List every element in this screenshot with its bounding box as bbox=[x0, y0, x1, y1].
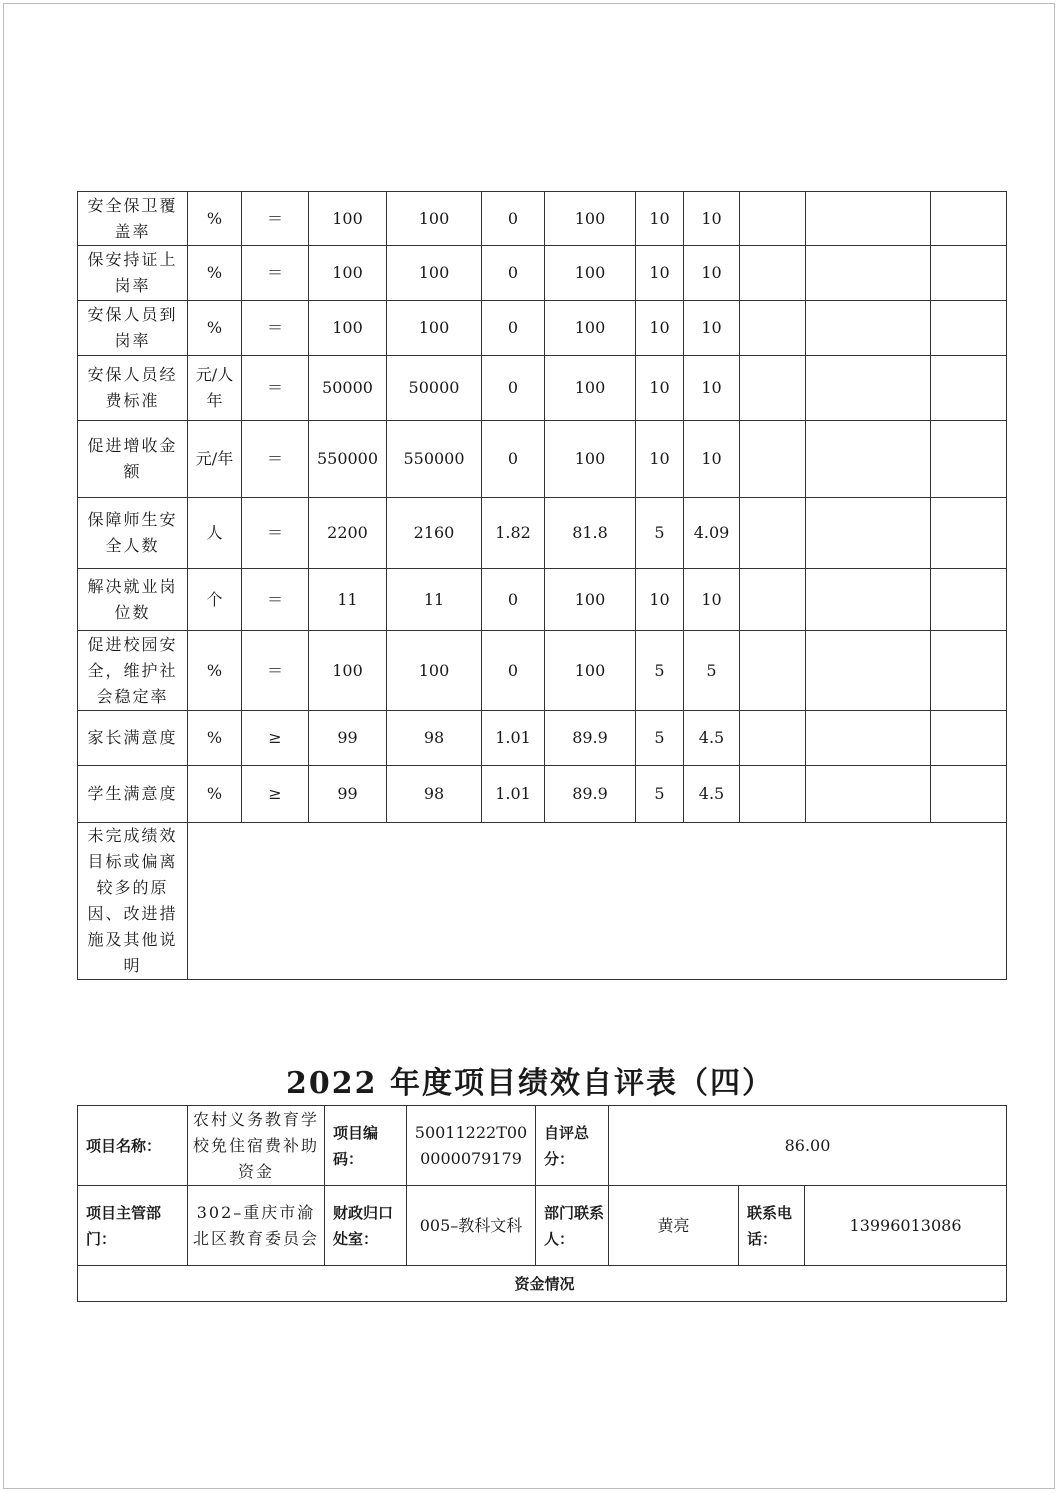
indicator-score: 10 bbox=[684, 301, 740, 356]
table-row bbox=[78, 766, 1007, 823]
finance-office-value: 005–教科文科 bbox=[407, 1186, 536, 1266]
indicator-target: 100 bbox=[309, 631, 387, 711]
indicator-rate: 100 bbox=[545, 569, 636, 631]
project-code-label: 项目编码： bbox=[325, 1106, 407, 1186]
indicator-target: 99 bbox=[309, 711, 387, 766]
indicator-score: 5 bbox=[684, 631, 740, 711]
indicator-weight: 10 bbox=[636, 569, 684, 631]
indicator-name: 安保人员到岗率 bbox=[78, 301, 188, 356]
indicator-empty-cell bbox=[740, 631, 806, 711]
total-score-value: 86.00 bbox=[609, 1106, 1007, 1186]
table-row bbox=[78, 246, 1007, 301]
indicator-weight: 10 bbox=[636, 301, 684, 356]
finance-office-label: 财政归口处室： bbox=[325, 1186, 407, 1266]
project-row-1 bbox=[78, 1106, 1007, 1186]
dept-label: 项目主管部门： bbox=[78, 1186, 188, 1266]
indicator-empty-cell bbox=[931, 421, 1007, 498]
indicator-op: ＝ bbox=[242, 246, 309, 301]
indicator-op: ＝ bbox=[242, 192, 309, 246]
indicator-target: 550000 bbox=[309, 421, 387, 498]
indicator-empty-cell bbox=[931, 569, 1007, 631]
indicator-actual: 100 bbox=[387, 631, 482, 711]
indicator-empty-cell bbox=[806, 498, 931, 569]
project-row-2 bbox=[78, 1186, 1007, 1266]
indicator-score: 10 bbox=[684, 421, 740, 498]
total-score-label: 自评总分： bbox=[536, 1106, 609, 1186]
indicator-op: ≥ bbox=[242, 766, 309, 823]
project-name-label: 项目名称： bbox=[78, 1106, 188, 1186]
project-info-table bbox=[77, 1105, 1007, 1302]
indicator-weight: 5 bbox=[636, 498, 684, 569]
indicator-op: ＝ bbox=[242, 569, 309, 631]
indicator-dev: 0 bbox=[482, 421, 545, 498]
indicator-target: 50000 bbox=[309, 356, 387, 421]
indicator-weight: 10 bbox=[636, 192, 684, 246]
indicator-rate: 81.8 bbox=[545, 498, 636, 569]
indicator-dev: 0 bbox=[482, 301, 545, 356]
indicator-actual: 50000 bbox=[387, 356, 482, 421]
indicator-empty-cell bbox=[806, 192, 931, 246]
indicator-name: 解决就业岗位数 bbox=[78, 569, 188, 631]
indicator-empty-cell bbox=[740, 498, 806, 569]
indicator-empty-cell bbox=[740, 421, 806, 498]
funds-heading: 资金情况 bbox=[78, 1266, 1007, 1302]
table-row bbox=[78, 356, 1007, 421]
indicator-unit: 人 bbox=[188, 498, 242, 569]
project-code-value: 50011222T000000079179 bbox=[407, 1106, 536, 1186]
indicator-rate: 89.9 bbox=[545, 766, 636, 823]
indicator-target: 100 bbox=[309, 301, 387, 356]
indicator-empty-cell bbox=[806, 421, 931, 498]
table-row bbox=[78, 569, 1007, 631]
indicator-actual: 100 bbox=[387, 192, 482, 246]
table-row bbox=[78, 631, 1007, 711]
indicator-actual: 100 bbox=[387, 301, 482, 356]
indicator-rate: 100 bbox=[545, 356, 636, 421]
indicator-unit: % bbox=[188, 246, 242, 301]
indicator-unit: % bbox=[188, 631, 242, 711]
indicator-dev: 0 bbox=[482, 631, 545, 711]
indicator-unit: 元/人年 bbox=[188, 356, 242, 421]
indicator-empty-cell bbox=[740, 356, 806, 421]
indicator-empty-cell bbox=[931, 766, 1007, 823]
form-title: 2022 年度项目绩效自评表（四） bbox=[286, 1066, 774, 1101]
indicator-name: 促进增收金额 bbox=[78, 421, 188, 498]
indicator-unit: % bbox=[188, 766, 242, 823]
project-name-value: 农村义务教育学校免住宿费补助资金 bbox=[188, 1106, 325, 1186]
indicator-rate: 89.9 bbox=[545, 711, 636, 766]
indicator-name: 学生满意度 bbox=[78, 766, 188, 823]
indicator-empty-cell bbox=[740, 246, 806, 301]
indicator-dev: 0 bbox=[482, 192, 545, 246]
indicator-dev: 1.82 bbox=[482, 498, 545, 569]
indicator-weight: 5 bbox=[636, 711, 684, 766]
indicator-score: 10 bbox=[684, 356, 740, 421]
performance-indicator-table bbox=[77, 191, 1007, 980]
indicator-empty-cell bbox=[931, 498, 1007, 569]
indicator-score: 10 bbox=[684, 246, 740, 301]
indicator-empty-cell bbox=[806, 766, 931, 823]
indicator-actual: 100 bbox=[387, 246, 482, 301]
indicator-name: 促进校园安全，维护社会稳定率 bbox=[78, 631, 188, 711]
indicator-empty-cell bbox=[806, 246, 931, 301]
indicator-weight: 10 bbox=[636, 246, 684, 301]
indicator-weight: 5 bbox=[636, 766, 684, 823]
indicator-score: 4.5 bbox=[684, 766, 740, 823]
indicator-target: 100 bbox=[309, 192, 387, 246]
indicator-unit: % bbox=[188, 192, 242, 246]
indicator-empty-cell bbox=[806, 711, 931, 766]
indicator-target: 100 bbox=[309, 246, 387, 301]
contact-label: 部门联系人： bbox=[536, 1186, 609, 1266]
indicator-empty-cell bbox=[931, 356, 1007, 421]
indicator-unit: 元/年 bbox=[188, 421, 242, 498]
indicator-rate: 100 bbox=[545, 631, 636, 711]
indicator-dev: 0 bbox=[482, 569, 545, 631]
phone-value: 13996013086 bbox=[805, 1186, 1007, 1266]
indicator-rate: 100 bbox=[545, 421, 636, 498]
indicator-name: 家长满意度 bbox=[78, 711, 188, 766]
indicator-unit: 个 bbox=[188, 569, 242, 631]
indicator-name: 安保人员经费标准 bbox=[78, 356, 188, 421]
table-row bbox=[78, 421, 1007, 498]
indicator-empty-cell bbox=[931, 192, 1007, 246]
contact-value: 黄亮 bbox=[609, 1186, 739, 1266]
table-row bbox=[78, 711, 1007, 766]
indicator-score: 10 bbox=[684, 569, 740, 631]
indicator-empty-cell bbox=[931, 246, 1007, 301]
indicator-target: 2200 bbox=[309, 498, 387, 569]
table-row bbox=[78, 192, 1007, 246]
indicator-empty-cell bbox=[740, 569, 806, 631]
indicator-rate: 100 bbox=[545, 192, 636, 246]
indicator-op: ＝ bbox=[242, 498, 309, 569]
funds-row bbox=[78, 1266, 1007, 1302]
indicator-dev: 1.01 bbox=[482, 766, 545, 823]
indicator-name: 安全保卫覆盖率 bbox=[78, 192, 188, 246]
indicator-empty-cell bbox=[806, 356, 931, 421]
indicator-dev: 0 bbox=[482, 246, 545, 301]
indicator-actual: 2160 bbox=[387, 498, 482, 569]
note-value[interactable] bbox=[188, 823, 1007, 980]
indicator-op: ＝ bbox=[242, 631, 309, 711]
indicator-weight: 10 bbox=[636, 356, 684, 421]
indicator-empty-cell bbox=[806, 631, 931, 711]
indicator-empty-cell bbox=[806, 569, 931, 631]
indicator-name: 保安持证上岗率 bbox=[78, 246, 188, 301]
indicator-weight: 10 bbox=[636, 421, 684, 498]
indicator-actual: 11 bbox=[387, 569, 482, 631]
indicator-empty-cell bbox=[740, 301, 806, 356]
note-label: 未完成绩效目标或偏离较多的原因、改进措施及其他说明 bbox=[78, 823, 188, 980]
indicator-rate: 100 bbox=[545, 301, 636, 356]
table-row bbox=[78, 498, 1007, 569]
indicator-empty-cell bbox=[931, 631, 1007, 711]
indicator-unit: % bbox=[188, 301, 242, 356]
indicator-target: 99 bbox=[309, 766, 387, 823]
indicator-actual: 98 bbox=[387, 711, 482, 766]
indicator-op: ＝ bbox=[242, 421, 309, 498]
indicator-empty-cell bbox=[740, 192, 806, 246]
indicator-empty-cell bbox=[806, 301, 931, 356]
indicator-dev: 1.01 bbox=[482, 711, 545, 766]
indicator-empty-cell bbox=[931, 711, 1007, 766]
indicator-op: ≥ bbox=[242, 711, 309, 766]
indicator-op: ＝ bbox=[242, 301, 309, 356]
indicator-score: 10 bbox=[684, 192, 740, 246]
indicator-score: 4.5 bbox=[684, 711, 740, 766]
table-row bbox=[78, 301, 1007, 356]
indicator-actual: 98 bbox=[387, 766, 482, 823]
indicator-empty-cell bbox=[740, 711, 806, 766]
phone-label: 联系电话： bbox=[739, 1186, 805, 1266]
indicator-target: 11 bbox=[309, 569, 387, 631]
indicator-unit: % bbox=[188, 711, 242, 766]
indicator-actual: 550000 bbox=[387, 421, 482, 498]
indicator-name: 保障师生安全人数 bbox=[78, 498, 188, 569]
dept-value: 302–重庆市渝北区教育委员会 bbox=[188, 1186, 325, 1266]
indicator-op: ＝ bbox=[242, 356, 309, 421]
indicator-empty-cell bbox=[931, 301, 1007, 356]
note-row bbox=[78, 823, 1007, 980]
indicator-weight: 5 bbox=[636, 631, 684, 711]
indicator-empty-cell bbox=[740, 766, 806, 823]
indicator-rate: 100 bbox=[545, 246, 636, 301]
indicator-dev: 0 bbox=[482, 356, 545, 421]
indicator-score: 4.09 bbox=[684, 498, 740, 569]
